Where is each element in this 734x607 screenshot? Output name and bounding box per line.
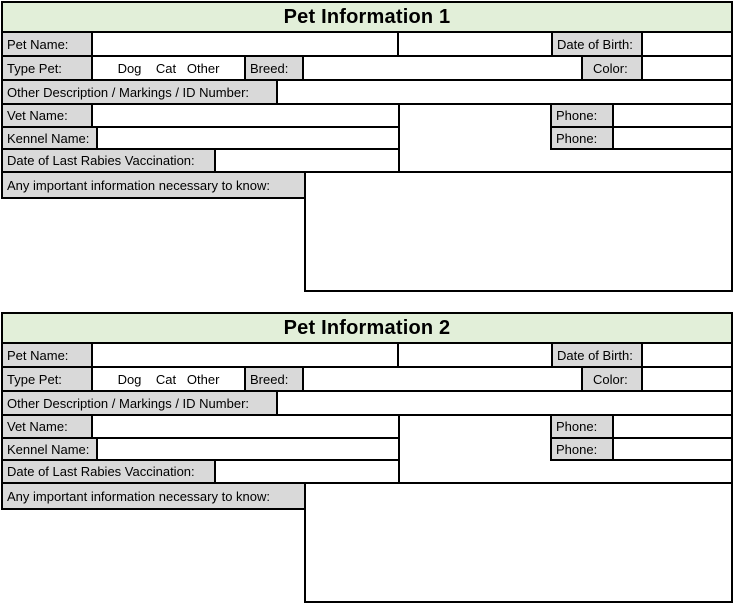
type-pet-label: Type Pet: [1, 55, 93, 81]
pet-name-extra-cell[interactable] [397, 31, 553, 57]
rabies-vaccination-label: Date of Last Rabies Vaccination: [1, 148, 216, 173]
date-of-birth-input[interactable] [641, 31, 733, 57]
date-of-birth-label: Date of Birth: [551, 342, 643, 368]
vet-phone-label: Phone: [550, 103, 614, 128]
kennel-phone-input[interactable] [612, 437, 733, 461]
kennel-phone-label: Phone: [550, 126, 614, 150]
breed-input[interactable] [302, 55, 583, 81]
vet-name-label: Vet Name: [1, 414, 93, 439]
vet-phone-input[interactable] [612, 103, 733, 128]
pet-name-label: Pet Name: [1, 31, 93, 57]
pet-name-input[interactable] [91, 342, 399, 368]
other-description-input[interactable] [276, 390, 733, 416]
rabies-date-input[interactable] [214, 148, 400, 173]
color-input[interactable] [641, 55, 733, 81]
color-label: Color: [581, 366, 643, 392]
kennel-name-label: Kennel Name: [1, 126, 98, 150]
breed-input[interactable] [302, 366, 583, 392]
vet-phone-label: Phone: [550, 414, 614, 439]
other-description-label: Other Description / Markings / ID Number: [1, 390, 278, 416]
type-pet-label: Type Pet: [1, 366, 93, 392]
kennel-phone-input[interactable] [612, 126, 733, 150]
kennel-phone-label: Phone: [550, 437, 614, 461]
color-input[interactable] [641, 366, 733, 392]
vet-name-input[interactable] [91, 103, 400, 128]
section-title: Pet Information 2 [1, 312, 733, 344]
rabies-vaccination-label: Date of Last Rabies Vaccination: [1, 459, 216, 484]
section-title: Pet Information 1 [1, 1, 733, 33]
pet-section-2 [1, 312, 733, 603]
breed-label: Breed: [244, 55, 304, 81]
vet-name-label: Vet Name: [1, 103, 93, 128]
kennel-name-input[interactable] [96, 126, 400, 150]
kennel-name-input[interactable] [96, 437, 400, 461]
important-info-textarea[interactable] [304, 171, 733, 292]
date-of-birth-input[interactable] [641, 342, 733, 368]
pet-section-1 [1, 1, 733, 292]
vet-name-input[interactable] [91, 414, 400, 439]
type-pet-options[interactable]: Dog Cat Other [91, 366, 246, 392]
color-label: Color: [581, 55, 643, 81]
pet-name-extra-cell[interactable] [397, 342, 553, 368]
important-info-textarea[interactable] [304, 482, 733, 603]
other-description-label: Other Description / Markings / ID Number: [1, 79, 278, 105]
kennel-name-label: Kennel Name: [1, 437, 98, 461]
pet-name-input[interactable] [91, 31, 399, 57]
type-pet-options[interactable]: Dog Cat Other [91, 55, 246, 81]
other-description-input[interactable] [276, 79, 733, 105]
date-of-birth-label: Date of Birth: [551, 31, 643, 57]
breed-label: Breed: [244, 366, 304, 392]
vet-phone-input[interactable] [612, 414, 733, 439]
important-info-label: Any important information necessary to know: [1, 171, 306, 199]
rabies-date-input[interactable] [214, 459, 400, 484]
important-info-label: Any important information necessary to know: [1, 482, 306, 510]
pet-name-label: Pet Name: [1, 342, 93, 368]
